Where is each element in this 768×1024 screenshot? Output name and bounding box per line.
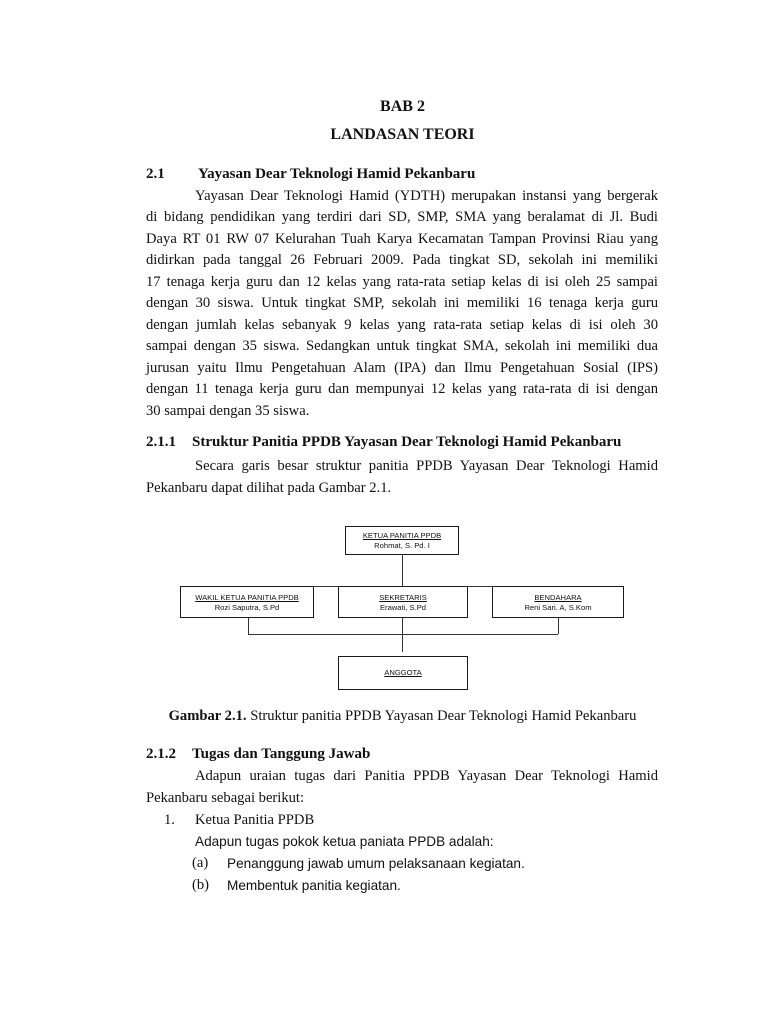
org-person: Rohmat, S. Pd. I: [374, 541, 430, 550]
org-box-anggota: [338, 656, 468, 690]
paragraph-line: dengan 11 tenaga kerja guru dan mempunyai 12 kelas yang rata-rata di isi dengan: [146, 381, 658, 397]
org-role: KETUA PANITIA PPDB: [362, 531, 442, 540]
section-number: 2.1.1: [146, 434, 176, 450]
section-number: 2.1.2: [146, 746, 176, 762]
section-heading-2-1-2: [146, 746, 371, 763]
paragraph-line: Secara garis besar struktur panitia PPDB Yayasan Dear Teknologi Hamid: [195, 458, 658, 474]
org-role: ANGGOTA: [384, 668, 422, 677]
paragraph-line: dengan jumlah kelas sebanyak 9 kelas yang rata-rata setiap kelas di isi oleh 30: [146, 317, 658, 333]
section-title: Struktur Panitia PPDB Yayasan Dear Teknologi Hamid Pekanbaru: [192, 434, 622, 450]
org-role: BENDAHARA: [534, 593, 582, 602]
org-role: WAKIL KETUA PANITIA PPDB: [195, 593, 299, 602]
paragraph-line: di bidang pendidikan yang terdiri dari SD, SMP, SMA yang beralamat di Jl. Budi: [146, 209, 658, 225]
figure-caption: [0, 708, 768, 725]
paragraph-line: 17 tenaga kerja guru dan 12 kelas yang rata-rata setiap kelas di isi oleh 25 sampai: [146, 274, 658, 290]
chapter-title: LANDASAN TEORI: [330, 126, 475, 143]
list-item-intro: Adapun tugas pokok ketua paniata PPDB adalah:: [195, 834, 494, 849]
paragraph-line: Yayasan Dear Teknologi Hamid (YDTH) merupakan instansi yang bergerak: [195, 188, 658, 204]
list-item-title: Ketua Panitia PPDB: [195, 812, 315, 828]
org-person: Reni Sari. A, S.Kom: [524, 603, 592, 612]
org-person: Erawati, S.Pd: [379, 603, 426, 612]
org-role: SEKRETARIS: [379, 593, 427, 602]
org-box-bendahara: [492, 586, 624, 618]
sublist-marker: (a): [192, 855, 209, 871]
section-number: 2.1: [146, 166, 165, 182]
figure-caption-text: Struktur panitia PPDB Yayasan Dear Teknologi Hamid Pekanbaru: [246, 708, 637, 724]
org-box-ketua: [345, 526, 459, 555]
sublist-marker: (b): [192, 877, 210, 893]
connector-line: [402, 554, 403, 586]
paragraph-line: didirkan pada tanggal 26 Februari 2009. Pada tingkat SD, sekolah ini memiliki: [146, 252, 658, 268]
org-box-wakil: [180, 586, 314, 618]
connector-line: [248, 634, 558, 635]
paragraph-line: Daya RT 01 RW 07 Kelurahan Tuah Karya Kecamatan Tampan Provinsi Riau yang: [146, 231, 658, 247]
list-number: 1.: [164, 812, 175, 828]
org-chart: [178, 520, 628, 694]
org-box-sekretaris: [338, 586, 468, 618]
paragraph-line: Pekanbaru sebagai berikut:: [146, 790, 305, 806]
sublist-item: Membentuk panitia kegiatan.: [227, 878, 401, 893]
paragraph-line: jurusan yaitu Ilmu Pengetahuan Alam (IPA) dan Ilmu Pengetahuan Sosial (IPS): [146, 360, 658, 376]
paragraph-line: 30 sampai dengan 35 siswa.: [146, 403, 310, 419]
section-heading-2-1: [146, 166, 476, 183]
figure-label: Gambar 2.1.: [168, 708, 247, 724]
section-title: Tugas dan Tanggung Jawab: [192, 746, 371, 762]
chapter-number: BAB 2: [380, 98, 425, 115]
paragraph-line: Adapun uraian tugas dari Panitia PPDB Yayasan Dear Teknologi Hamid: [195, 768, 658, 784]
paragraph-line: dengan 30 siswa. Untuk tingkat SMP, sekolah ini memiliki 16 tenaga kerja guru: [146, 295, 658, 311]
paragraph-line: sampai dengan 35 siswa. Sedangkan untuk tingkat SMA, sekolah ini memiliki dua: [146, 338, 658, 354]
paragraph-line: Pekanbaru dapat dilihat pada Gambar 2.1.: [146, 480, 392, 496]
org-person: Rozi Saputra, S.Pd: [214, 603, 280, 612]
sublist-item: Penanggung jawab umum pelaksanaan kegiatan.: [227, 856, 525, 871]
section-title: Yayasan Dear Teknologi Hamid Pekanbaru: [198, 166, 476, 182]
section-heading-2-1-1: [146, 434, 622, 451]
